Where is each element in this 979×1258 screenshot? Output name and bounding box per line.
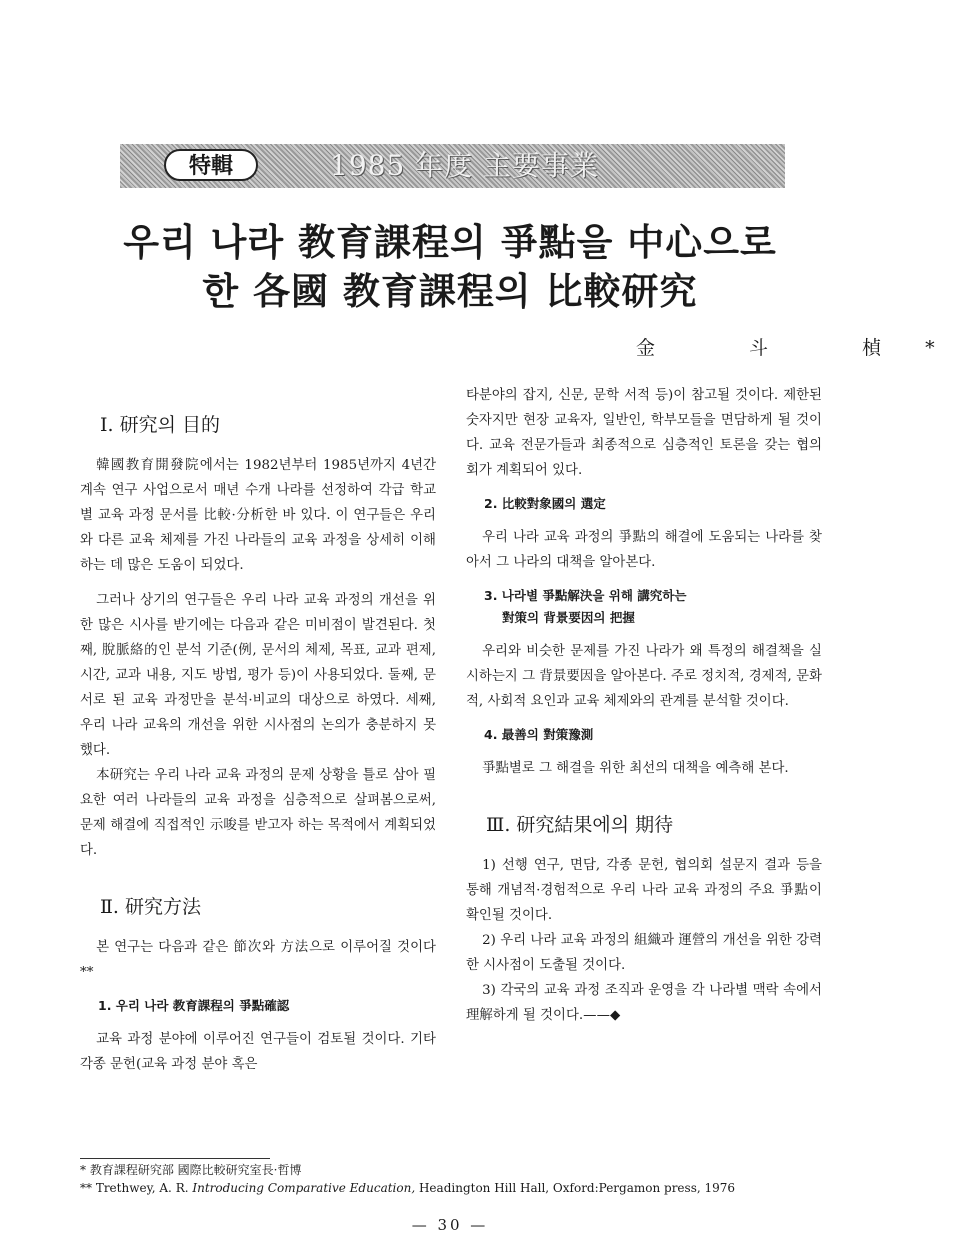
subsection-heading: 4. 最善의 對策豫測 — [484, 727, 594, 742]
page-number: — 30 — — [411, 1216, 489, 1234]
feature-topic: 1985 年度 主要事業 — [330, 149, 600, 182]
footnote-reference-publisher: Headington Hill Hall, Oxford:Pergamon press, 1976 — [415, 1181, 736, 1195]
paragraph: 우리 나라 교육 과정의 爭點의 해결에 도움되는 나라를 찾아서 그 나라의 대책을 알아본다. — [466, 530, 822, 570]
subsection-heading — [484, 585, 822, 629]
subsection-heading: 2. 比較對象國의 選定 — [484, 496, 606, 511]
paragraph: 그러나 상기의 연구들은 우리 나라 교육 과정의 개선을 위한 많은 시사를 받기에는 다음과 같은 미비점이 발견된다. 첫째, 脫脈絡的인 분석 기준(例, 문서의 체제, 목표, 교과 편제, 시간, 교과 내용, 지도 방법, 평가 등)이 사용되었다. 둘째, 문서로 된 교육 과정만을 분석·비교의 대상으로 하였다. 세째, 우리 나라 교육의 개선을 위한 시사점의 논의가 충분하지 못했다. — [80, 593, 436, 758]
paragraph: 본 연구는 다음과 같은 節次와 方法으로 이루어질 것이다** — [80, 940, 436, 980]
list-item: 2) 우리 나라 교육 과정의 組織과 運營의 개선을 위한 강력한 시사점이 도출될 것이다. — [466, 933, 822, 973]
list-item: 1) 선행 연구, 면담, 각종 문헌, 협의회 설문지 결과 등을 통해 개념적·경험적으로 우리 나라 교육 과정의 주요 爭點이 확인될 것이다. — [466, 858, 822, 923]
subsection-heading: 1. 우리 나라 教育課程의 爭點確認 — [98, 998, 290, 1013]
left-column — [80, 383, 436, 1077]
paragraph: 韓國教育開發院에서는 1982년부터 1985년까지 4년간 계속 연구 사업으로서 매년 수개 나라를 선정하여 각급 학교별 교육 과정 문서를 比較·分析한 바 있다. 이 연구들은 우리와 다른 교육 체제를 가진 나라들의 교육 과정을 상세히 이해하는 데 많은 도움이 되었다. — [80, 458, 436, 573]
feature-banner — [120, 144, 785, 188]
paragraph: 本研究는 우리 나라 교육 과정의 문제 상황을 틀로 삼아 필요한 여러 나라들의 교육 과정을 심층적으로 살펴봄으로써, 문제 해결에 직접적인 示唆를 받고자 하는 목적에서 계획되었다. — [80, 768, 436, 858]
article-title-line2: 한 各國 教育課程의 比較研究 — [202, 269, 698, 313]
section-heading-purpose: Ⅰ. 研究의 目的 — [100, 414, 220, 436]
footnote-reference-author: ** Trethwey, A. R. — [80, 1181, 193, 1195]
author-name: 金 斗 楨* — [636, 337, 979, 359]
right-column — [466, 383, 822, 1028]
subsection-heading-line2: 對策의 背景要因의 把握 — [502, 610, 635, 625]
paragraph: 교육 과정 분야에 이루어진 연구들이 검토될 것이다. 기타 각종 문헌(교육 과정 분야 혹은 — [80, 1032, 436, 1072]
paragraph: 타분야의 잡지, 신문, 문학 서적 등)이 참고될 것이다. 제한된 숫자지만 현장 교육자, 일반인, 학부모들을 면담하게 될 것이다. 교육 전문가들과 최종적으로 심층적인 토론을 갖는 협의회가 계획되어 있다. — [466, 388, 822, 478]
paragraph: 우리와 비슷한 문제를 가진 나라가 왜 특정의 해결책을 실시하는지 그 背景要因을 알아본다. 주로 정치적, 경제적, 문화적, 사회적 요인과 교육 체제와의 관계를 분석할 것이다. — [466, 644, 822, 709]
section-heading-method: Ⅱ. 研究方法 — [100, 896, 201, 918]
article-title-line1: 우리 나라 教育課程의 爭點을 中心으로 — [123, 220, 777, 264]
list-item-text: 3) 각국의 교육 과정 조직과 운영을 각 나라별 맥락 속에서 理解하게 될 것이다. — [466, 983, 822, 1023]
end-mark-icon: ——◆ — [583, 1008, 621, 1023]
footnote-reference — [80, 1179, 735, 1197]
list-item — [466, 978, 822, 1028]
paragraph: 爭點별로 그 해결을 위한 최선의 대책을 예측해 본다. — [482, 761, 789, 776]
footnote-reference-title: Introducing Comparative Education, — [192, 1181, 416, 1195]
feature-label: 特輯 — [164, 149, 258, 181]
footnote-rule — [80, 1158, 270, 1159]
footnote-author: * 教育課程研究部 國際比較研究室長·哲博 — [80, 1163, 302, 1177]
section-heading-expectations: Ⅲ. 研究結果에의 期待 — [486, 814, 674, 836]
subsection-heading-line1: 3. 나라별 爭點解決을 위해 講究하는 — [484, 588, 687, 603]
